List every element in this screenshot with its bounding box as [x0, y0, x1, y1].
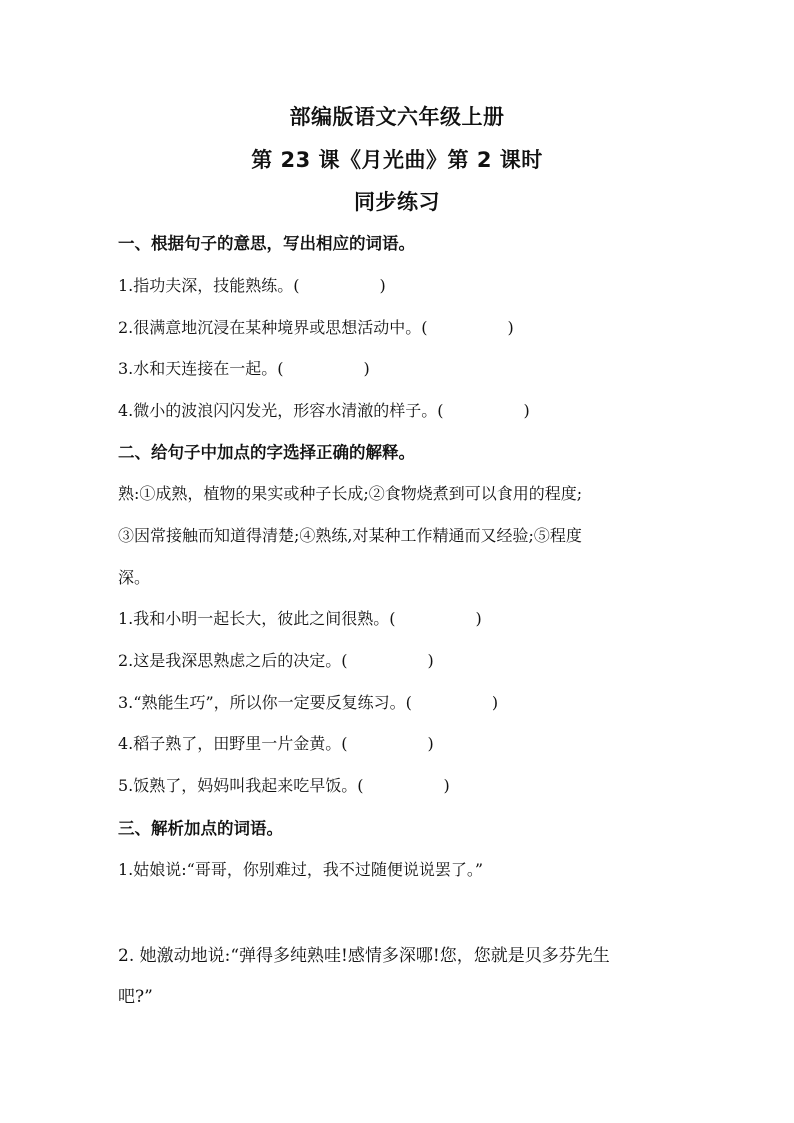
- section1-item-3: 3.水和天连接在一起。( ): [118, 359, 370, 378]
- section2-item-2: 2.这是我深思熟虑之后的决定。( ): [118, 651, 434, 670]
- definition-line-1: 熟:①成熟，植物的果实或种子长成;②食物烧煮到可以食用的程度;: [118, 484, 583, 503]
- section3-item-1: 1.姑娘说:“哥哥，你别难过，我不过随便说说罢了。”: [118, 860, 484, 879]
- section3-item-2-line-1: 2. 她激动地说:“弹得多纯熟哇!感情多深哪!您，您就是贝多芬先生: [118, 946, 610, 966]
- section1-item-1: 1.指功夫深，技能熟练。( ): [118, 276, 386, 295]
- definition-line-3: 深。: [118, 568, 151, 587]
- section2-item-3: 3.“熟能生巧”，所以你一定要反复练习。( ): [118, 693, 499, 712]
- definition-line-2: ③因常接触而知道得清楚;④熟练,对某种工作精通而又经验;⑤程度: [118, 526, 582, 545]
- title-line-2: 第 23 课《月光曲》第 2 课时: [251, 148, 543, 172]
- title-line-3: 同步练习: [354, 190, 440, 214]
- section2-heading: 二、给句子中加点的字选择正确的解释。: [118, 443, 415, 462]
- title-line-1: 部编版语文六年级上册: [289, 105, 505, 129]
- section3-item-2-line-2: 吧?”: [118, 987, 153, 1007]
- section1-item-2: 2.很满意地沉浸在某种境界或思想活动中。( ): [118, 318, 514, 337]
- section2-item-1: 1.我和小明一起长大，彼此之间很熟。( ): [118, 609, 482, 628]
- section1-heading: 一、根据句子的意思，写出相应的词语。: [118, 234, 415, 253]
- section1-item-4: 4.微小的波浪闪闪发光，形容水清澈的样子。( ): [118, 401, 530, 420]
- section2-item-4: 4.稻子熟了，田野里一片金黄。( ): [118, 734, 434, 753]
- section2-item-5: 5.饭熟了，妈妈叫我起来吃早饭。( ): [118, 776, 450, 795]
- section3-heading: 三、解析加点的词语。: [118, 819, 283, 838]
